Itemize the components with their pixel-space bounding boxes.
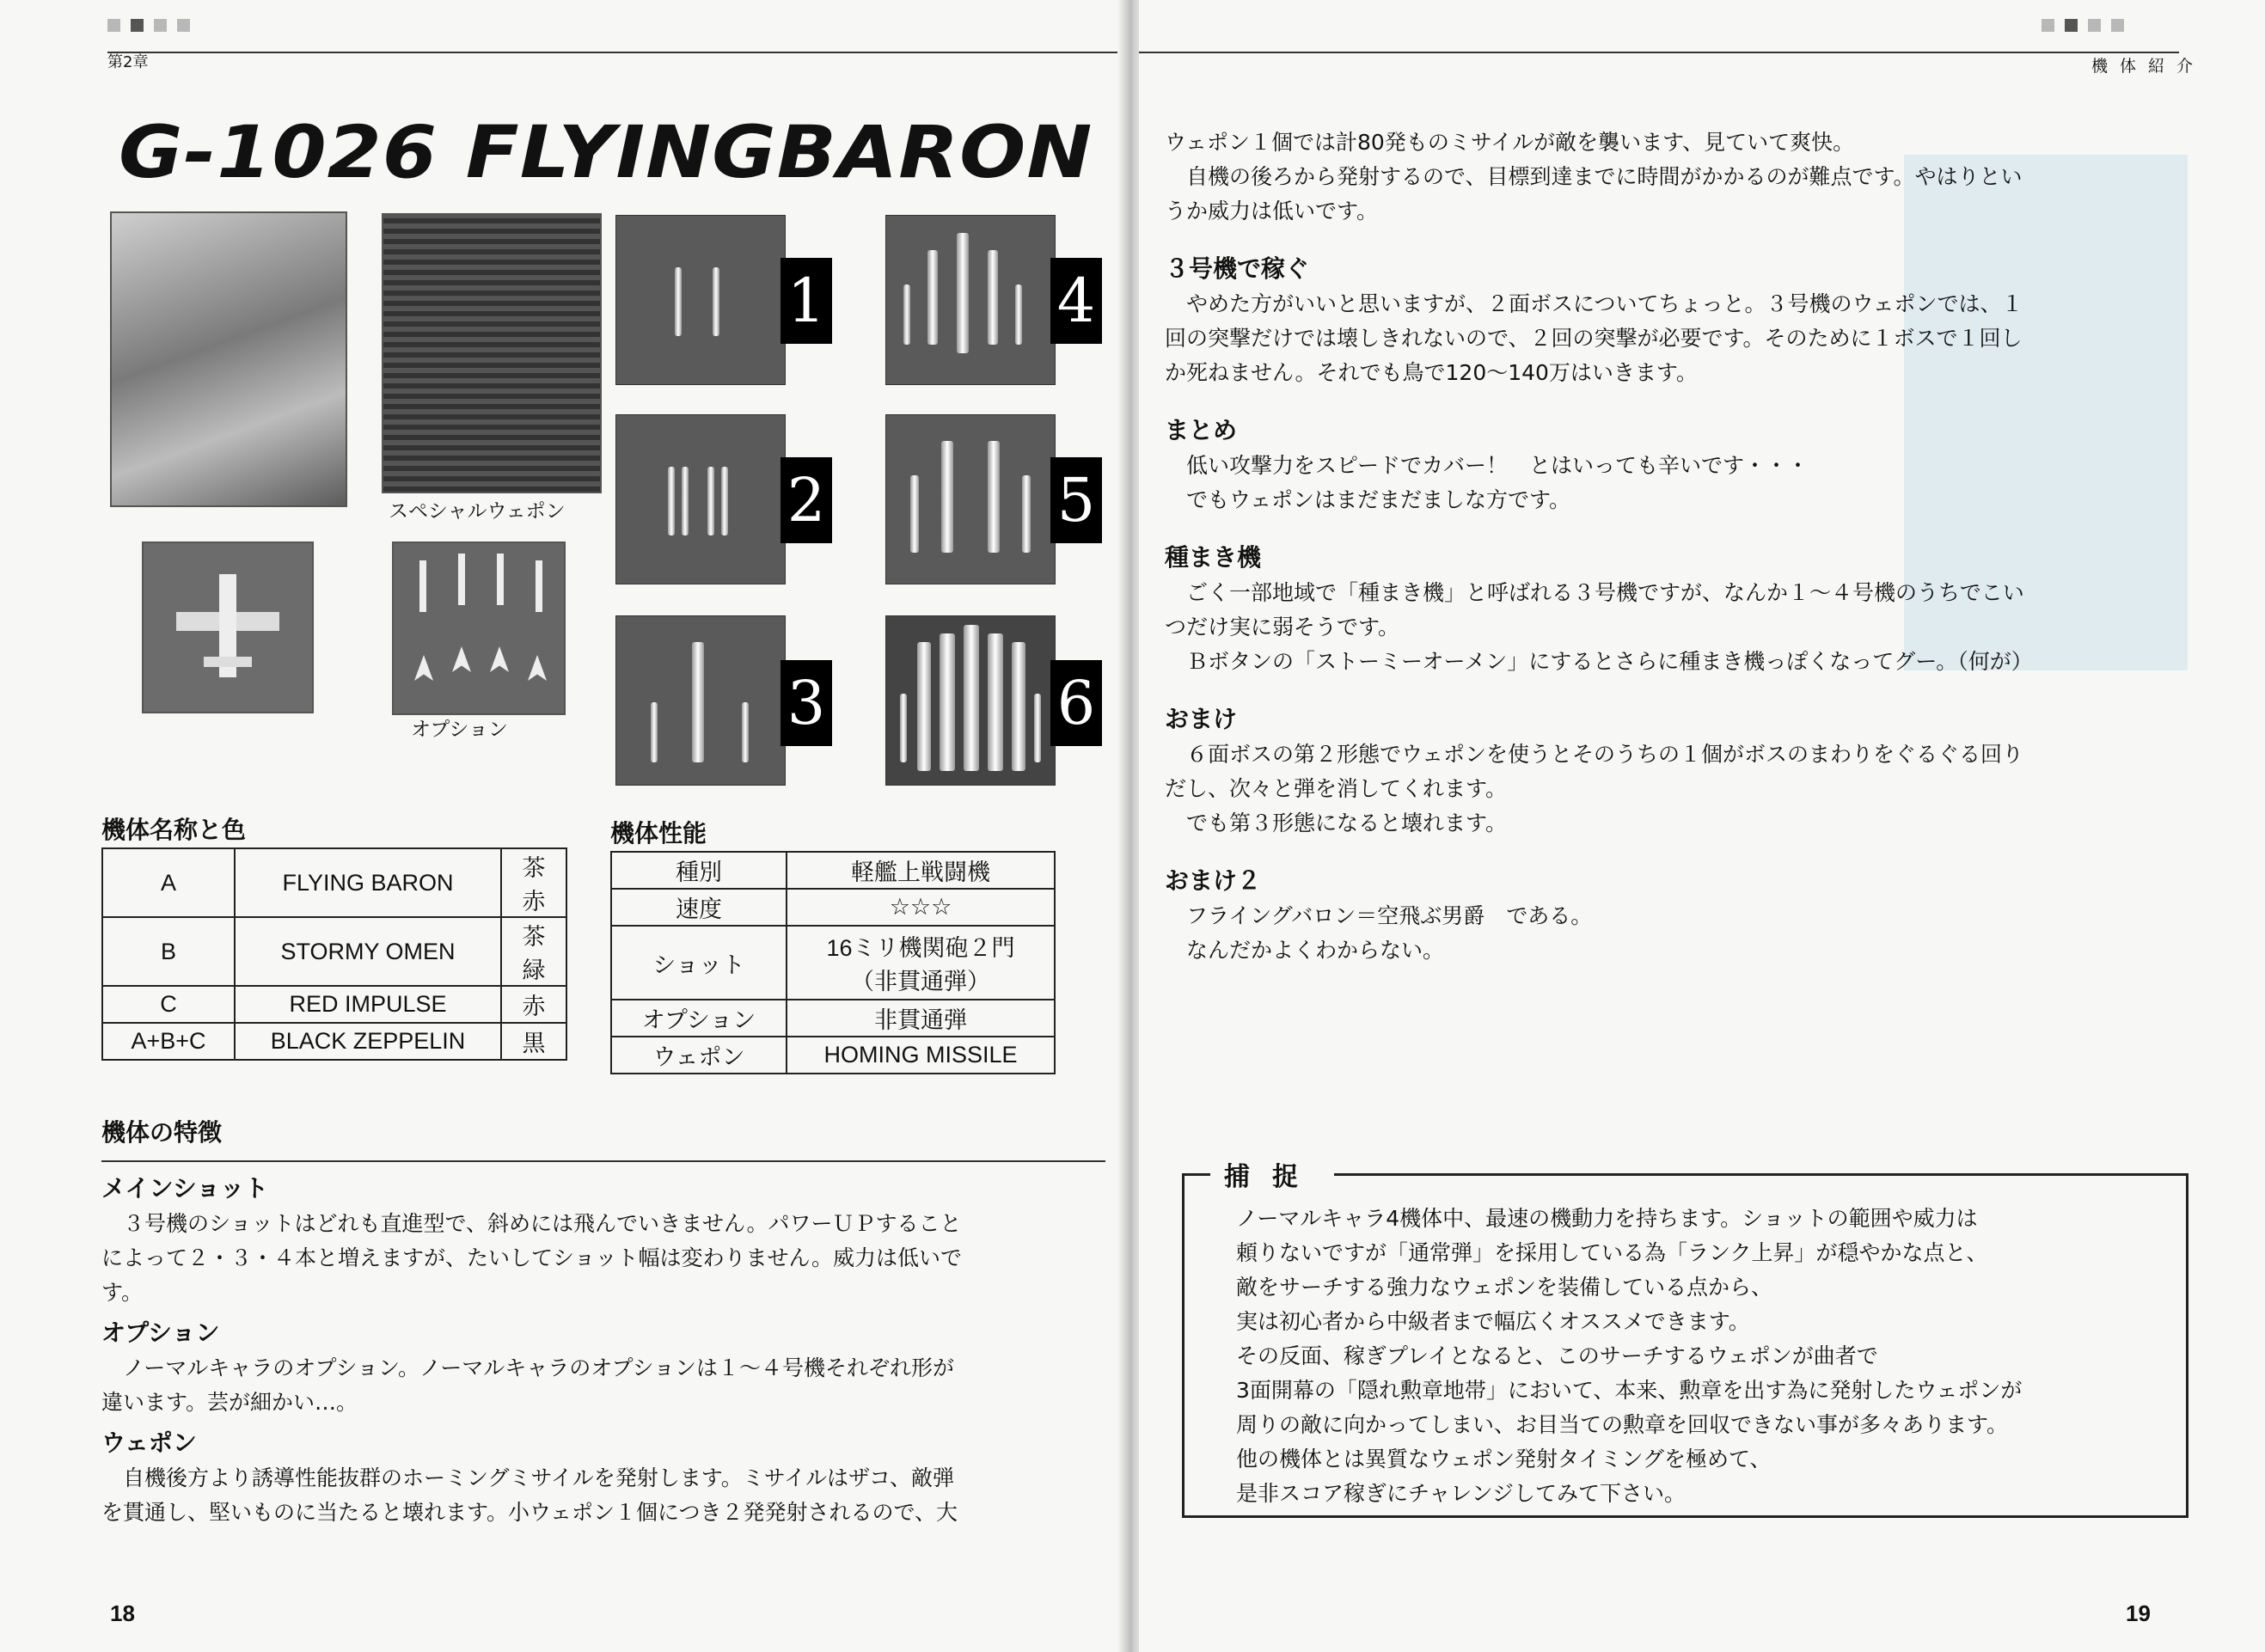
table-row (611, 1000, 1055, 1037)
variant-color: 茶 緑 (501, 917, 566, 986)
perf-value: 非貫通弾 (787, 1000, 1055, 1037)
shot-level-3-image (615, 615, 786, 786)
perf-value: 16ミリ機関砲２門 (826, 935, 1015, 961)
page-left (0, 0, 1126, 1652)
section-line: フライングバロン＝空飛ぶ男爵 である。 (1165, 903, 1593, 928)
section-line: つだけ実に弱そうです。 (1165, 615, 1400, 639)
variant-key: A (102, 848, 235, 917)
features-rule (101, 1160, 1105, 1162)
section-heading: まとめ (1165, 416, 1238, 444)
shot-level-4-label: 4 (1050, 258, 1102, 344)
section-line: 低い攻撃力をスピードでカバー！ とはいっても辛いです・・・ (1165, 453, 1809, 478)
perf-value: ☆☆☆ (787, 889, 1055, 926)
capture-line: 周りの敵に向かってしまい、お目当ての勲章を回収できない事が多々あります。 (1236, 1412, 2009, 1437)
perf-label: 速度 (611, 889, 787, 926)
special-weapon-screenshot (382, 213, 602, 493)
capture-line: 実は初心者から中級者まで幅広くオススメできます。 (1236, 1309, 1750, 1334)
section-line: やめた方がいいと思いますが、２面ボスについてちょっと。３号機のウェポンでは、１ (1165, 291, 2023, 316)
chapter-label: 第2章 (107, 53, 149, 71)
plane-icon (176, 574, 279, 677)
shot-level-4-image (885, 215, 1056, 385)
capture-line: ノーマルキャラ4機体中、最速の機動力を持ちます。ショットの範囲や威力は (1236, 1206, 1978, 1231)
section-header: 機体紹介 (2091, 57, 2205, 76)
section-heading: おまけ２ (1165, 866, 1262, 895)
capture-line: 敵をサーチする強力なウェポンを装備している点から、 (1236, 1275, 1773, 1300)
capture-line: 他の機体とは異質なウェポン発射タイミングを極めて、 (1236, 1447, 1772, 1472)
intro-line: 自機の後ろから発射するので、目標到達までに時間がかかるのが難点です。やはりとい (1165, 164, 2023, 189)
table-row (611, 926, 1055, 1000)
page-right (1139, 0, 2265, 1652)
features-body (101, 1171, 1116, 1530)
aircraft-sprite-image (142, 541, 314, 713)
section-line: ごく一部地域で「種まき機」と呼ばれる３号機ですが、なんか１～４号機のうちでこい (1165, 580, 2024, 605)
perf-label: ウェポン (611, 1037, 787, 1074)
variant-name: STORMY OMEN (235, 917, 501, 986)
section-heading: ３号機で稼ぐ (1165, 254, 1310, 283)
page-number-left: 18 (110, 1600, 135, 1626)
header-rule (1139, 52, 2179, 53)
shot-level-1-image (615, 215, 786, 385)
variant-color: 赤 (501, 986, 566, 1023)
option-line: ノーマルキャラのオプション。ノーマルキャラのオプションは１～４号機それぞれ形が (101, 1355, 955, 1380)
main-shot-line: によって２・３・４本と増えますが、たいしてショット幅は変わりません。威力は低いで (101, 1245, 963, 1270)
header-squares (2042, 19, 2124, 32)
name-color-title: 機体名称と色 (101, 816, 247, 844)
shot-level-5-image (885, 414, 1056, 584)
perf-value: HOMING MISSILE (787, 1037, 1055, 1074)
variant-color: 黒 (501, 1023, 566, 1060)
section-heading: 種まき機 (1165, 543, 1262, 572)
shot-level-2-image (615, 414, 786, 584)
capture-line: その反面、稼ぎプレイとなると、このサーチするウェポンが曲者で (1236, 1343, 1878, 1368)
table-row (611, 852, 1055, 889)
table-row (102, 917, 566, 986)
capture-line: 3面開幕の「隠れ勲章地帯」において、本来、勲章を出す為に発射したウェポンが (1236, 1378, 2023, 1403)
variant-name: FLYING BARON (235, 848, 501, 917)
section-line: Ｂボタンの「ストーミーオーメン」にするとさらに種まき機っぽくなってグー。（何が） (1165, 649, 2033, 674)
section-line: ６面ボスの第２形態でウェポンを使うとそのうちの１個がボスのまわりをぐるぐる回り (1165, 742, 2024, 767)
main-shot-line: ３号機のショットはどれも直進型で、斜めには飛んでいきません。パワーＵＰすること (101, 1211, 962, 1236)
capture-line: 頼りないですが「通常弾」を採用している為「ランク上昇」が穏やかな点と、 (1236, 1240, 1988, 1265)
main-shot-line: す。 (101, 1280, 144, 1305)
shot-level-6-label: 6 (1050, 660, 1102, 746)
perf-label: オプション (611, 1000, 787, 1037)
header-squares (107, 19, 190, 32)
table-row (102, 848, 566, 917)
performance-table (610, 851, 1056, 1074)
weapon-heading: ウェポン (101, 1429, 197, 1457)
option-caption: オプション (411, 719, 508, 741)
shot-level-2-label: 2 (781, 457, 832, 543)
table-row (611, 1037, 1055, 1074)
variant-key: A+B+C (102, 1023, 235, 1060)
shot-level-5-label: 5 (1050, 457, 1102, 543)
variant-key: B (102, 917, 235, 986)
variant-name: RED IMPULSE (235, 986, 501, 1023)
option-heading: オプション (101, 1319, 220, 1347)
perf-value-note: （非貫通弾） (851, 969, 990, 994)
table-row (611, 889, 1055, 926)
performance-title: 機体性能 (610, 819, 707, 847)
option-sprite-image (392, 541, 566, 715)
intro-line: うか威力は低いです。 (1165, 199, 1379, 223)
perf-label: ショット (611, 926, 787, 1000)
page-title: G-1026 FLYINGBARON (119, 110, 1093, 194)
name-color-table (101, 847, 567, 1061)
section-line: だし、次々と弾を消してくれます。 (1165, 776, 1508, 801)
header-rule (107, 52, 1126, 53)
variant-color: 茶 赤 (501, 848, 566, 917)
perf-value: 軽艦上戦闘機 (787, 852, 1055, 889)
perf-label: 種別 (611, 852, 787, 889)
shot-level-3-label: 3 (781, 660, 832, 746)
features-title: 機体の特徴 (101, 1118, 223, 1147)
section-line: でも第３形態になると壊れます。 (1165, 811, 1508, 835)
weapon-line: を貫通し、堅いものに当たると壊れます。小ウェポン１個につき２発発射されるので、大 (101, 1500, 958, 1525)
table-row (102, 986, 566, 1023)
page-number-right: 19 (2126, 1600, 2151, 1626)
capture-title: 捕捉 (1210, 1155, 1334, 1193)
variant-name: BLACK ZEPPELIN (235, 1023, 501, 1060)
right-body (1165, 125, 2239, 968)
intro-line: ウェポン１個では計80発ものミサイルが敵を襲います、見ていて爽快。 (1165, 130, 1855, 155)
section-heading: おまけ (1165, 705, 1238, 733)
shot-level-6-image (885, 615, 1056, 786)
variant-key: C (102, 986, 235, 1023)
section-line: なんだかよくわからない。 (1165, 938, 1445, 963)
section-line: か死ねません。それでも鳥で120～140万はいきます。 (1165, 360, 1698, 385)
special-weapon-caption: スペシャルウェポン (389, 500, 566, 523)
option-line: 違います。芸が細かい…。 (101, 1390, 358, 1415)
shot-level-1-label: 1 (781, 258, 832, 344)
perf-value-shot (787, 926, 1055, 1000)
section-line: 回の突撃だけでは壊しきれないので、２回の突撃が必要です。そのために１ボスで１回し (1165, 326, 2023, 351)
capture-body (1236, 1202, 2022, 1511)
capture-line: 是非スコア稼ぎにチャレンジしてみて下さい。 (1236, 1481, 1687, 1506)
main-shot-heading: メインショット (101, 1174, 269, 1202)
capture-box (1182, 1162, 2188, 1518)
aircraft-artwork-image (110, 211, 347, 507)
table-row (102, 1023, 566, 1060)
section-line: でもウェポンはまだまだましな方です。 (1165, 487, 1571, 512)
weapon-line: 自機後方より誘導性能抜群のホーミングミサイルを発射します。ミサイルはザコ、敵弾 (101, 1465, 955, 1490)
